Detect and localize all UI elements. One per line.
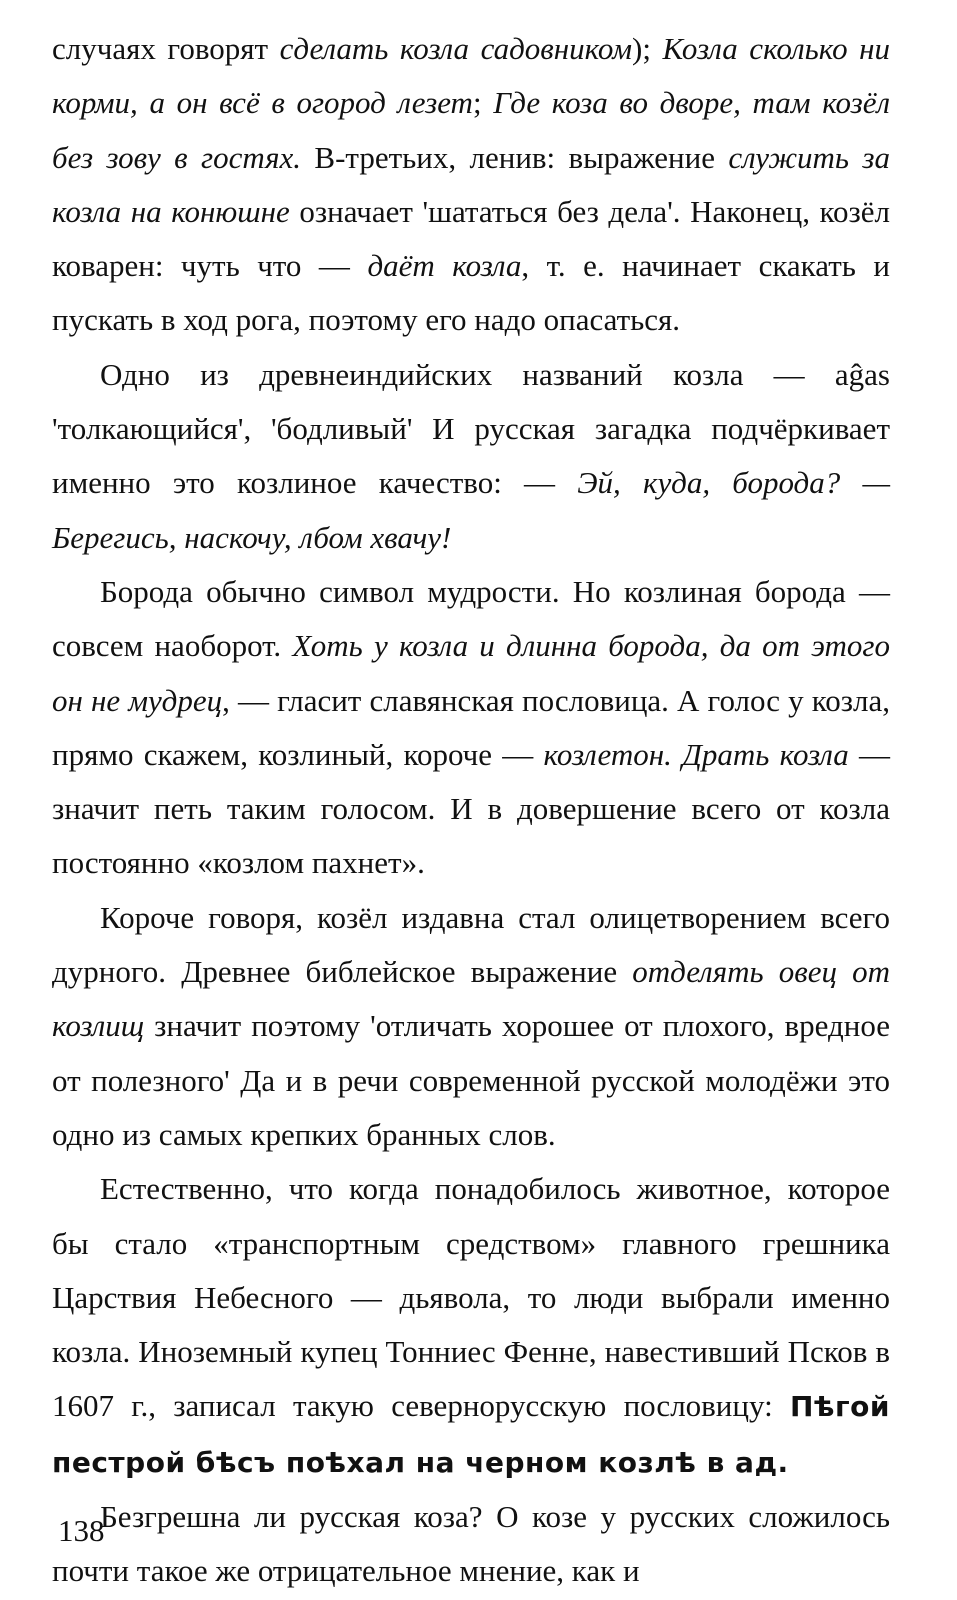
paragraph (52, 565, 890, 891)
paragraph (52, 1162, 890, 1490)
body-text: ; (472, 85, 494, 121)
body-text: случаях говорят (52, 31, 280, 66)
italic-text: Эй, куда, борода? — Берегись, наскочу, лбом хвачу! (52, 465, 891, 555)
page-number: 138 (58, 1513, 105, 1548)
body-text: — значит петь таким голосом. И в довершение всего от козла постоянно «козлом пахнет». (52, 736, 891, 881)
body-text: Естественно, что когда понадобилось животное, которое бы стало «транспортным средством» главного грешника Царствия Небесного — дьявола, то люди выбрали именно козла. Иноземный купец Тонниес Фенне, навестивший Псков в 1607 г., записал такую севернорусскую пословицу: (52, 1171, 890, 1424)
body-text: ); (632, 31, 663, 66)
italic-text: даёт козла (367, 248, 522, 284)
paragraph (52, 22, 890, 348)
body-text: означает 'шататься без дела'. Наконец, козёл коварен: чуть что — (52, 193, 890, 284)
italic-text: сделать козла садовником (279, 31, 633, 66)
body-text: значит поэтому 'отличать хорошее от плохого, вредное от полезного' Да и в речи современной русской молодёжи это одно из самых крепких бранных слов. (52, 1008, 890, 1152)
body-text: Борода обычно символ мудрости. Но козлиная борода — совсем наоборот. (52, 573, 890, 664)
italic-text: отделять овец от козлищ (52, 954, 890, 1044)
italic-text: козлетон. Драть козла (543, 736, 849, 772)
body-text: Одно из древнеиндийских названий козла — aĝas 'толкающийся', 'бодливый' И русская загадка подчёркивает именно это козлиное качество: — (52, 356, 890, 501)
old-russian-quote: Пѣгой пестрой бѣсъ поѣхал на черном козлѣ в ад. (52, 1390, 890, 1479)
italic-text: служить за козла на конюшне (52, 139, 890, 229)
paragraph (52, 1490, 890, 1599)
paragraph (52, 891, 890, 1162)
body-text: , — гласит славянская пословица. А голос у козла, прямо скажем, козлиный, короче — (52, 682, 890, 772)
body-text: Безгрешна ли русская коза? О козе у русских сложилось почти такое же отрицательное мнение, как и (52, 1499, 890, 1589)
body-text: В-третьих, ленив: выражение (301, 139, 729, 175)
body-text: Короче говоря, козёл издавна стал олицетворением всего дурного. Древнее библейское выражение (52, 899, 890, 990)
paragraph (52, 348, 890, 565)
page-body (52, 22, 890, 1599)
italic-text: Где коза во дворе, там козёл без зову в гостях. (52, 85, 890, 175)
italic-text: Хоть у козла и длинна борода, да от этого он не мудрец (52, 628, 890, 718)
italic-text: Козла сколько ни корми, а он всё в огород лезет (52, 31, 891, 121)
body-text: , т. е. начинает скакать и пускать в ход рога, поэтому его надо опасаться. (52, 248, 890, 338)
